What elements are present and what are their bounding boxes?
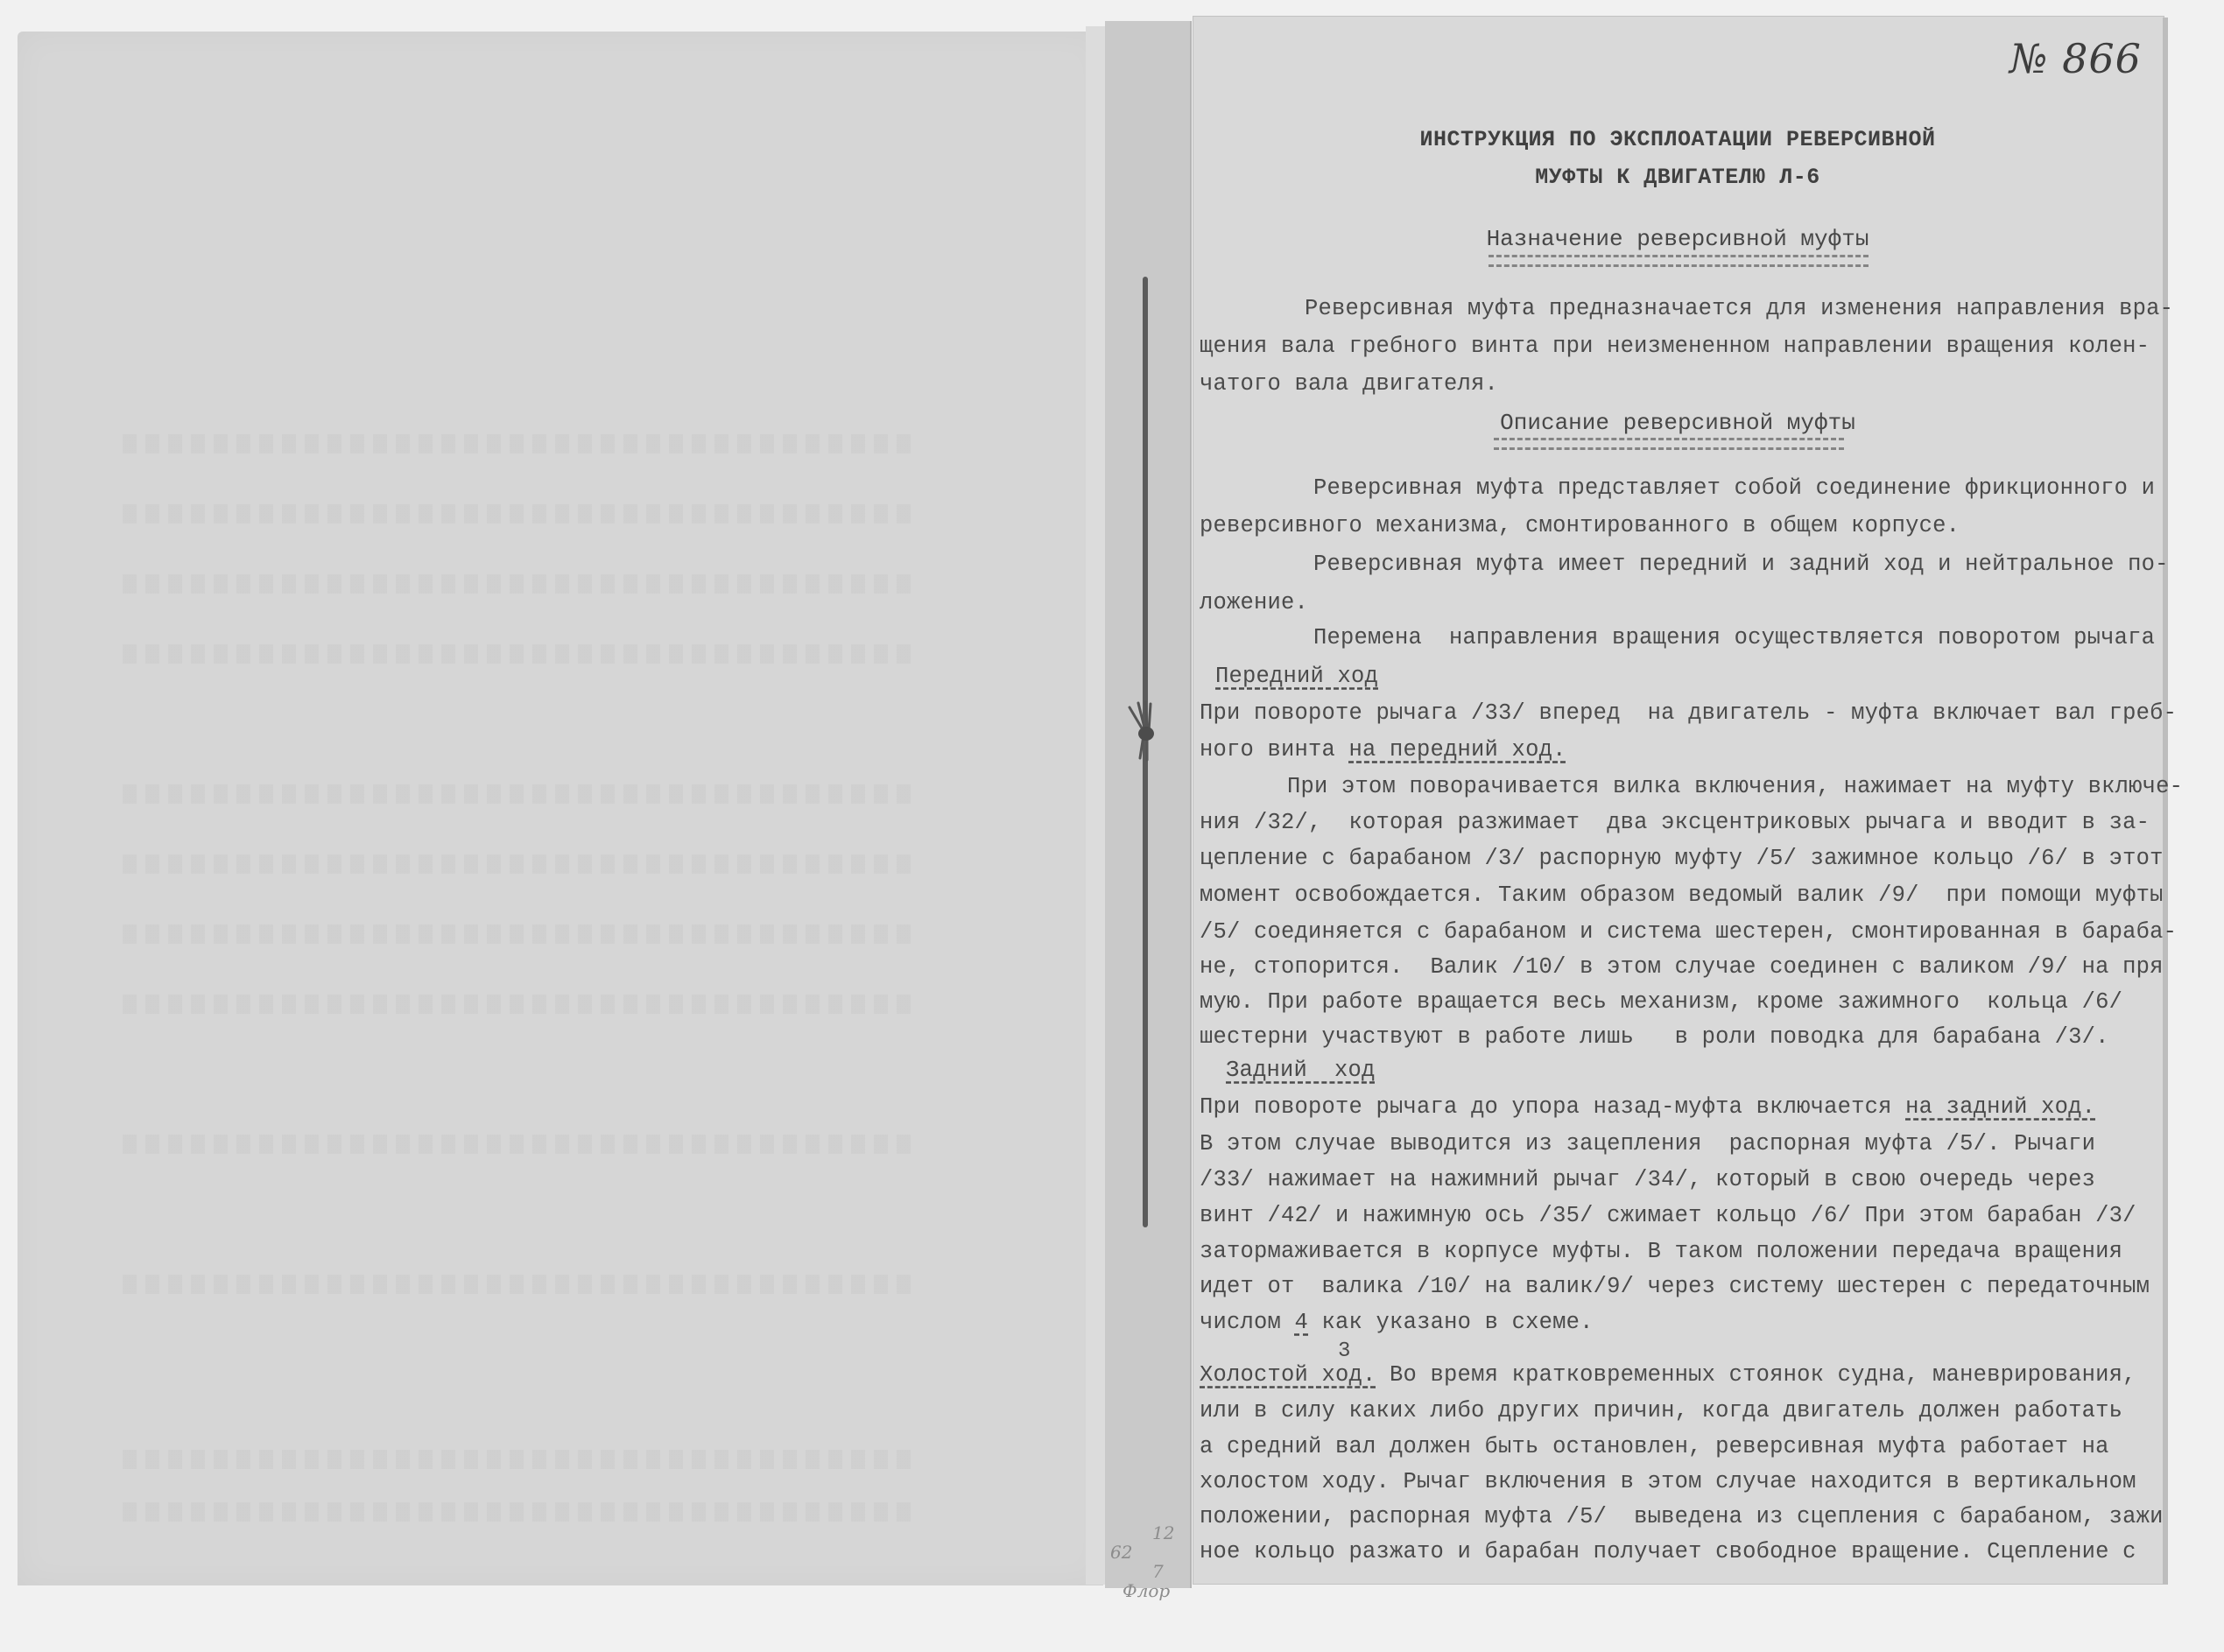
paragraph-line: момент освобождается. Таким образом ведомый валик /9/ при помощи муфты [1200,882,2164,908]
document-title-line-2: МУФТЫ К ДВИГАТЕЛЮ Л-6 [1535,165,1820,190]
show-through-text [123,995,911,1014]
paragraph-line: При этом поворачивается вилка включения, нажимает на муфту включе- [1287,774,2184,799]
paragraph-line [1200,737,1566,763]
paragraph-line: ния /32/, которая разжимает два эксцентриковых рычага и вводит в за- [1200,810,2150,835]
document-title-line-1: ИНСТРУКЦИЯ ПО ЭКСПЛОАТАЦИИ РЕВЕРСИВНОЙ [1419,127,1936,152]
paragraph-line [1200,1362,2136,1388]
paragraph-line: цепление с барабаном /3/ распорную муфту /5/ зажимное кольцо /6/ в этот [1200,846,2164,871]
show-through-text [123,924,911,944]
paragraph-line [1200,1094,2095,1120]
archive-note: 62 [1110,1542,1133,1563]
ratio-denominator: 3 [1338,1339,1351,1363]
paragraph-line: При повороте рычага /33/ вперед на двигатель - муфта включает вал греб- [1200,700,2178,726]
page-gutter [1086,26,1105,1585]
paragraph-line: чатого вала двигателя. [1200,371,1499,397]
paragraph-line: Реверсивная муфта представляет собой соединение фрикционного и [1313,475,2156,501]
underlined-phrase: на передний ход. [1348,737,1566,763]
folio-number: № 866 [2009,35,2142,82]
show-through-text [123,574,911,594]
section-heading-description: Описание реверсивной муфты [1500,410,1855,436]
show-through-text [123,434,911,453]
paragraph-line: ное кольцо разжато и барабан получает свободное вращение. Сцепление с [1200,1539,2136,1564]
subheading-idle: Холостой ход. [1200,1362,1376,1388]
show-through-text [123,1275,911,1294]
archive-note: Флор [1123,1580,1171,1601]
paragraph-line: /33/ нажимает на нажимний рычаг /34/, который в свою очередь через [1200,1167,2096,1192]
archive-notes [1110,1523,1185,1628]
paragraph-line: реверсивного механизма, смонтированного в общем корпусе. [1200,513,1960,538]
paragraph-line: или в силу каких либо других причин, когда двигатель должен работать [1200,1398,2123,1424]
show-through-text [123,1450,911,1469]
section-heading-purpose: Назначение реверсивной муфты [1486,226,1869,252]
paragraph-line: /5/ соединяется с барабаном и система шестерен, смонтированная в бараба- [1200,919,2178,945]
paragraph-line: Реверсивная муфта предназначается для изменения направления вра- [1305,296,2174,321]
subheading-reverse: Задний ход [1226,1058,1376,1083]
show-through-text [123,1135,911,1154]
paragraph-line: щения вала гребного винта при неизмененном направлении вращения колен- [1200,334,2150,359]
show-through-text [123,1502,911,1522]
paragraph-line: Реверсивная муфта имеет передний и задний ход и нейтральное по- [1313,552,2169,577]
paragraph-line: винт /42/ и нажимную ось /35/ сжимает кольцо /6/ При этом барабан /3/ [1200,1203,2136,1228]
show-through-text [123,644,911,664]
binding-strip [1105,21,1192,1588]
paragraph-line: В этом случае выводится из зацепления распорная муфта /5/. Рычаги [1200,1131,2096,1156]
paragraph-line: холостом ходу. Рычаг включения в этом случае находится в вертикальном [1200,1469,2136,1494]
left-page-blank [18,32,1103,1585]
paragraph-line: мую. При работе вращается весь механизм, кроме зажимного кольца /6/ [1200,989,2123,1015]
text-span: числом [1200,1310,1295,1335]
archive-note: 12 [1152,1522,1175,1543]
paragraph-line: ложение. [1200,590,1309,615]
paragraph-line: а средний вал должен быть остановлен, реверсивная муфта работает на [1200,1434,2109,1459]
underlined-phrase: на задний ход. [1905,1094,2096,1120]
paragraph-line [1200,1310,1594,1335]
page-edge-shadow [2163,18,2168,1585]
subheading-forward: Передний ход [1215,664,1379,689]
show-through-text [123,784,911,804]
paragraph-line: шестерни участвуют в работе лишь в роли поводка для барабана /3/. [1200,1024,2109,1050]
paragraph-line: не, стопорится. Валик /10/ в этом случае соединен с валиком /9/ на пря [1200,954,2164,980]
show-through-text [123,854,911,874]
text-span: При повороте рычага до упора назад-муфта включается [1200,1094,1906,1120]
text-span: Во время кратковременных стоянок судна, маневрирования, [1376,1362,2136,1388]
text-span: как указано в схеме. [1308,1310,1594,1335]
paragraph-line: затормаживается в корпусе муфты. В таком положении передача вращения [1200,1239,2123,1264]
paragraph-line: идет от валика /10/ на валик/9/ через систему шестерен с передаточным [1200,1274,2150,1299]
double-underline [1494,438,1844,450]
archive-note: 7 [1152,1561,1164,1582]
paragraph-line: положении, распорная муфта /5/ выведена из сцепления с барабаном, зажи [1200,1504,2164,1529]
text-span: ного винта [1200,737,1349,763]
paragraph-line: Перемена направления вращения осуществляется поворотом рычага [1313,625,2156,650]
thread-knot-icon [1128,700,1159,762]
show-through-text [123,504,911,524]
double-underline [1489,255,1869,267]
ratio-numerator: 4 [1294,1310,1309,1335]
